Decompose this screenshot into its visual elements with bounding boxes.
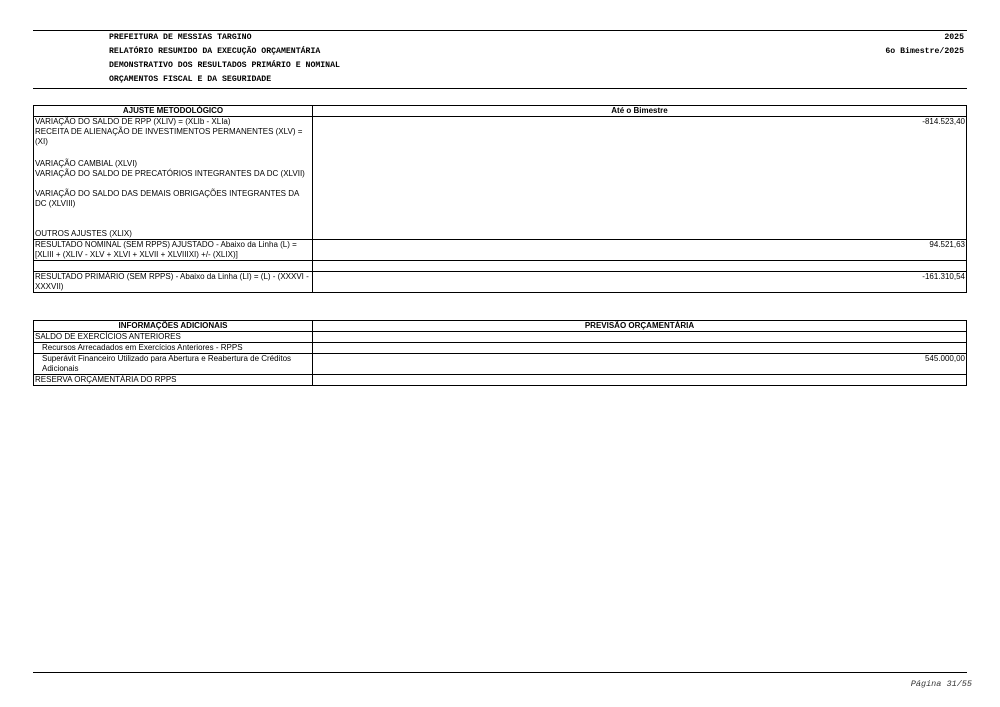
row-label-demais-obrigacoes: VARIAÇÃO DO SALDO DAS DEMAIS OBRIGAÇÕES INTEGRANTES DA DC (XLVIII) (34, 189, 313, 229)
header-line-2: RELATÓRIO RESUMIDO DA EXECUÇÃO ORÇAMENTÁRIA (109, 47, 321, 56)
table-row (34, 343, 967, 354)
column-header-informacoes: INFORMAÇÕES ADICIONAIS (34, 321, 313, 332)
ajuste-metodologico-table (33, 105, 967, 293)
header-line-4: ORÇAMENTOS FISCAL E DA SEGURIDADE (109, 75, 272, 84)
page-number: Página 31/55 (910, 679, 972, 689)
row-label-resultado-primario: RESULTADO PRIMÁRIO (SEM RPPS) - Abaixo da Linha (LI) = (L) - (XXXVI - XXXVII) (34, 272, 313, 293)
table-row (34, 354, 967, 375)
row-label-variacao-cambial: VARIAÇÃO CAMBIAL (XLVI) (34, 159, 313, 169)
row-label-resultado-nominal: RESULTADO NOMINAL (SEM RPPS) AJUSTADO - Abaixo da Linha (L) = [XLIII + (XLIV - XLV + XLVI + XLVII + XLVIIIXI) +/- (XLIX)] (34, 240, 313, 261)
table-row (34, 375, 967, 386)
row-value-superavit: 545.000,00 (313, 354, 967, 375)
column-header-previsao: PREVISÃO ORÇAMENTÁRIA (313, 321, 967, 332)
row-value-resultado-nominal: 94.521,63 (313, 240, 967, 261)
column-header-ajuste: AJUSTE METODOLÓGICO (34, 106, 313, 117)
header-line-1: PREFEITURA DE MESSIAS TARGINO (109, 33, 252, 42)
table-row (34, 240, 967, 261)
table-row (34, 272, 967, 293)
row-label-outros-ajustes: OUTROS AJUSTES (XLIX) (34, 229, 313, 240)
header-line-3: DEMONSTRATIVO DOS RESULTADOS PRIMÁRIO E NOMINAL (109, 61, 340, 70)
row-value-resultado-primario: -161.310,54 (313, 272, 967, 293)
row-label-saldo-exercicios: SALDO DE EXERCÍCIOS ANTERIORES (34, 332, 313, 343)
footer-rule (33, 672, 967, 673)
table-spacer-row (34, 261, 967, 272)
column-header-ate-bimestre: Até o Bimestre (313, 106, 967, 117)
row-label-precatorios: VARIAÇÃO DO SALDO DE PRECATÓRIOS INTEGRANTES DA DC (XLVII) (34, 169, 313, 189)
informacoes-adicionais-table (33, 320, 967, 386)
table-row (34, 117, 967, 128)
table-row (34, 332, 967, 343)
row-label-variacao-rpp: VARIAÇÃO DO SALDO DE RPP (XLIV) = (XLIb - XLIa) (34, 117, 313, 128)
header-bottom-rule (33, 88, 967, 89)
row-label-recursos-arrecadados: Recursos Arrecadados em Exercícios Anteriores - RPPS (34, 343, 313, 354)
row-value-variacao-rpp: -814.523,40 (313, 117, 967, 240)
row-label-alienacao: RECEITA DE ALIENAÇÃO DE INVESTIMENTOS PERMANENTES (XLV) = (XI) (34, 127, 313, 159)
header-year: 2025 (944, 33, 964, 42)
table-header-row (34, 106, 967, 117)
table-header-row (34, 321, 967, 332)
header-top-rule (33, 30, 967, 31)
header-period: 6o Bimestre/2025 (885, 47, 964, 56)
row-label-superavit: Superávit Financeiro Utilizado para Abertura e Reabertura de Créditos Adicionais (34, 354, 313, 375)
row-label-reserva-rpps: RESERVA ORÇAMENTÁRIA DO RPPS (34, 375, 313, 386)
